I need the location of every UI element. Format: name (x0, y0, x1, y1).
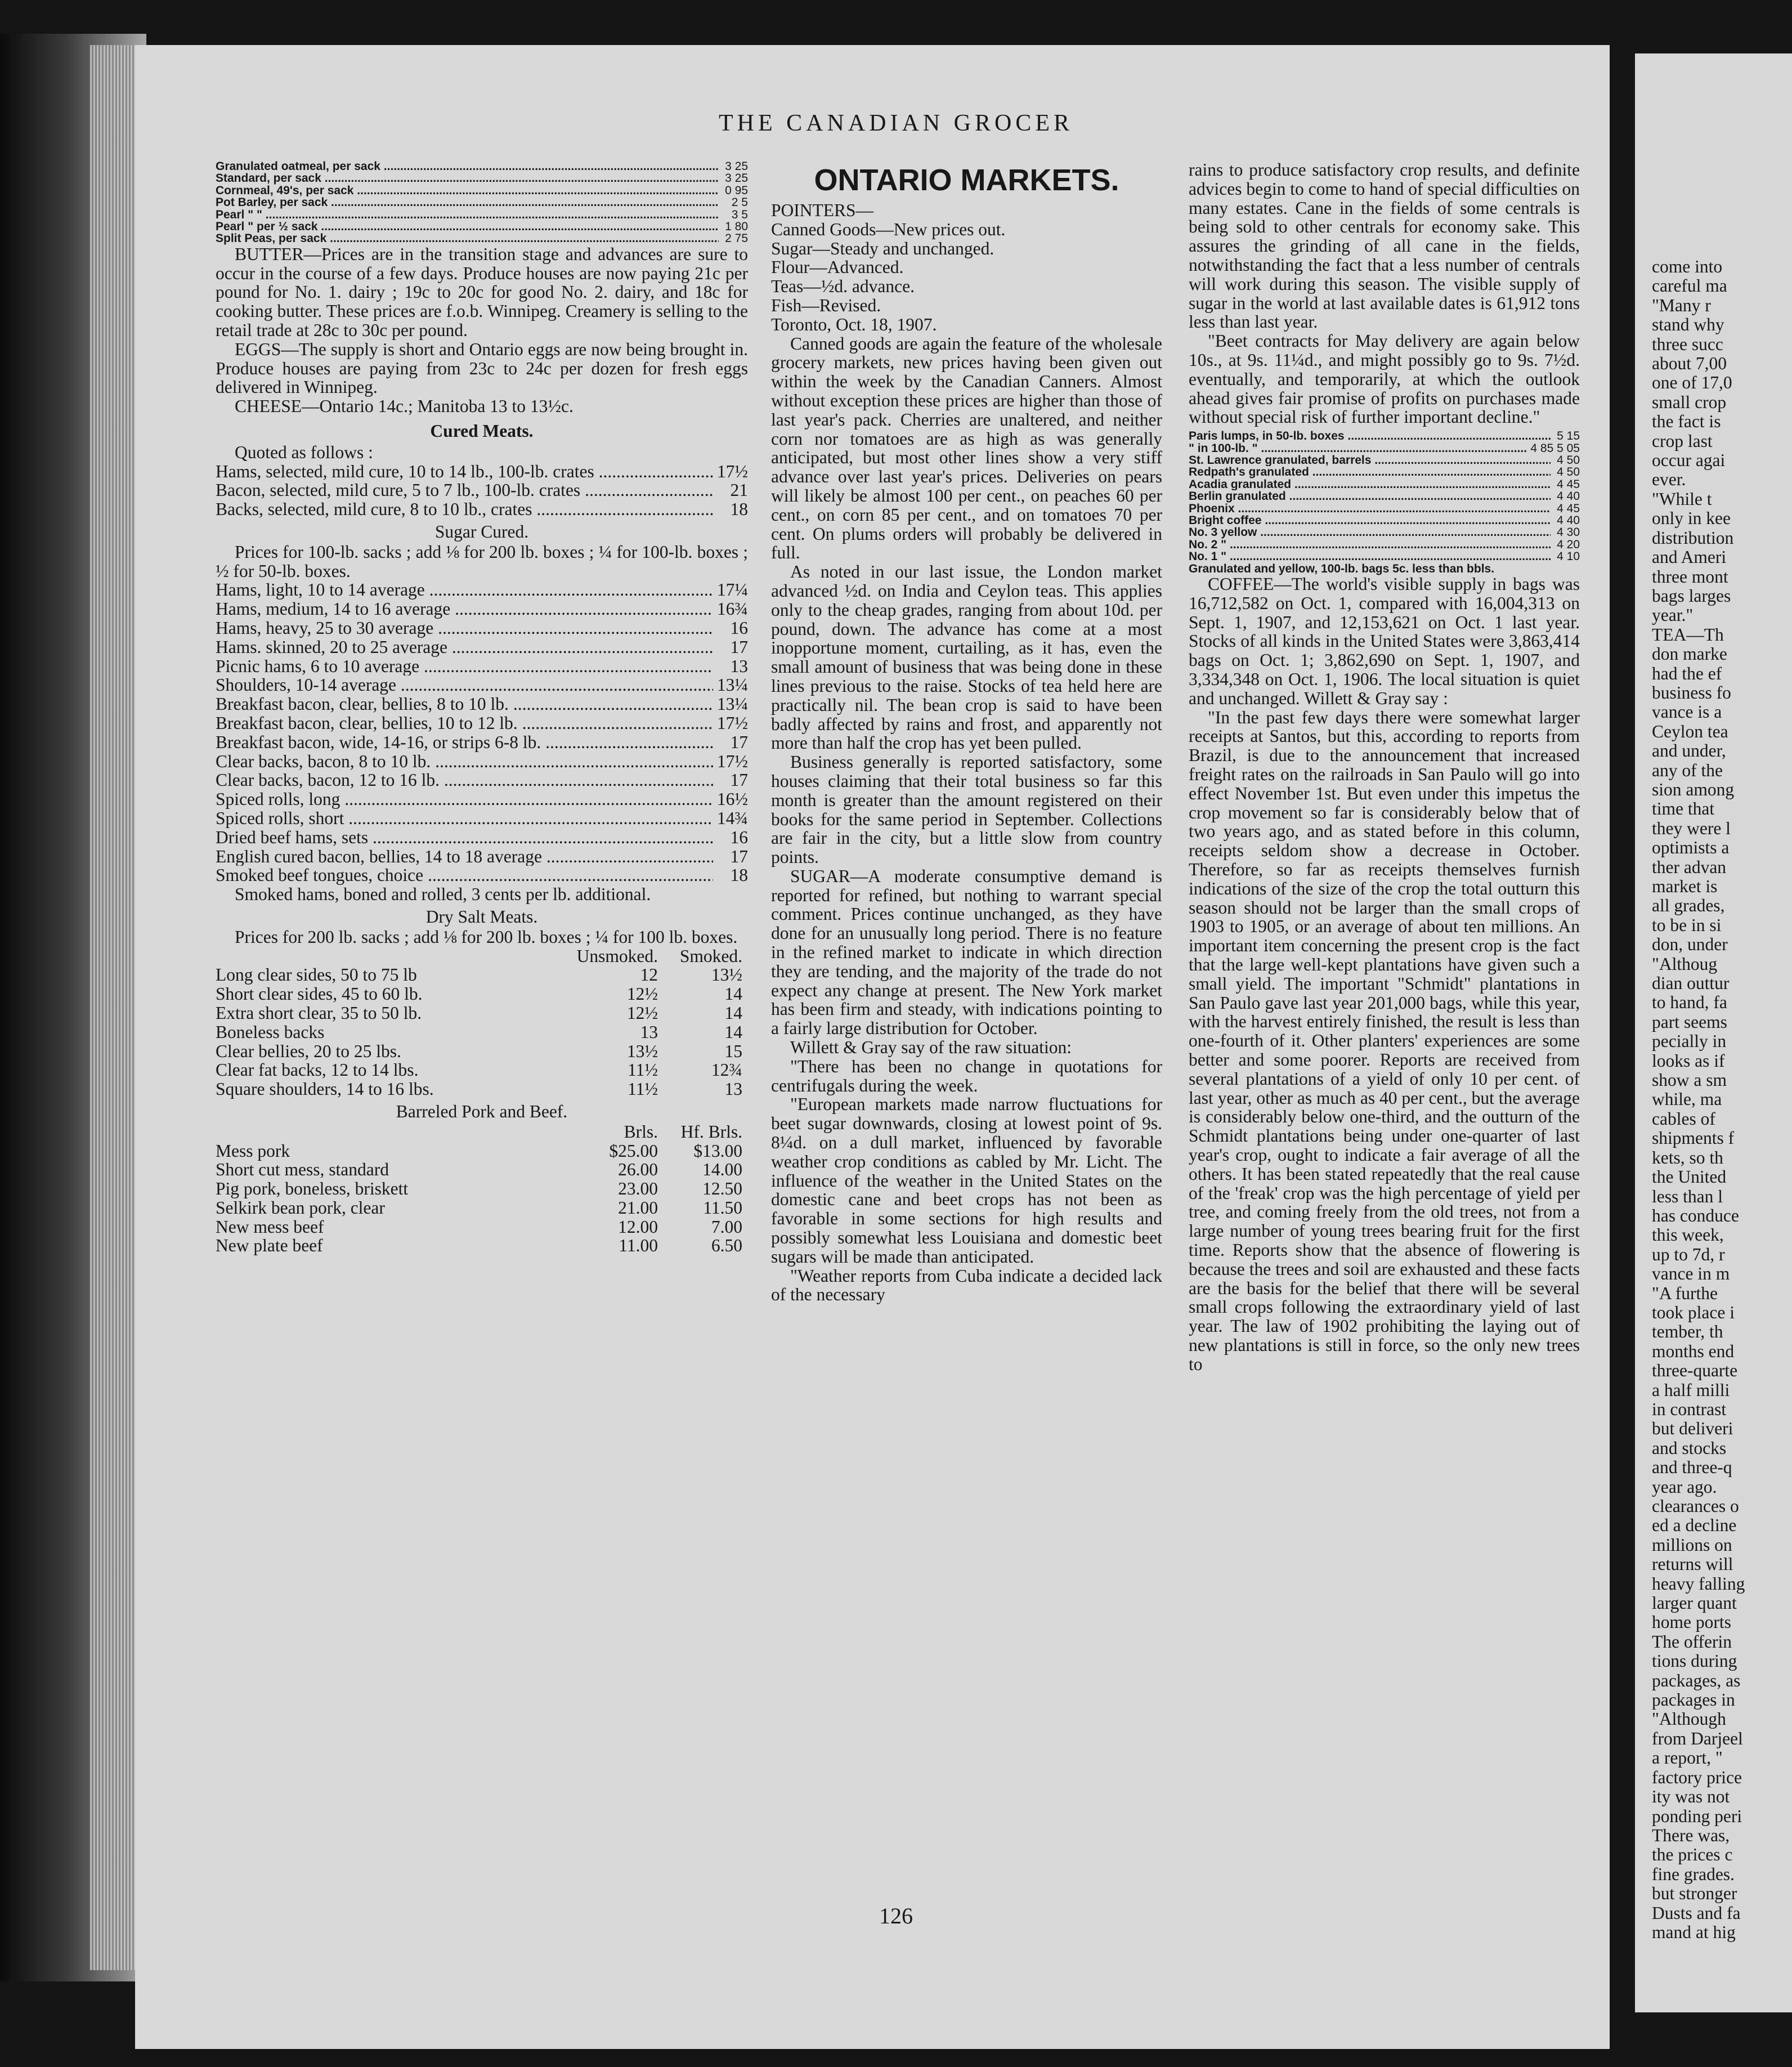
sugar-cured-item-label: Breakfast bacon, clear, bellies, 10 to 12 lb. ..... (216, 714, 713, 733)
sugar-item (1189, 478, 1580, 490)
facing-page-line: tions during (1652, 1651, 1737, 1671)
sugar-item-label: Paris lumps, in 50-lb. boxes ..... (1189, 430, 1551, 442)
facing-page-line: returns will (1652, 1554, 1733, 1574)
sugar-cured-item-label: Dried beef hams, sets ..... (216, 828, 713, 847)
sugar-cured-item-label: Hams, light, 10 to 14 average ..... (216, 580, 713, 599)
facing-page-line: only in kee (1652, 508, 1731, 529)
facing-page-line: the United (1652, 1167, 1727, 1187)
facing-page-line: and stocks (1652, 1438, 1727, 1458)
sugar-item-price: 4 85 5 05 (1530, 441, 1580, 455)
sugar-cured-item-price: 13 (730, 656, 748, 676)
sugar-cured-item-label: Picnic hams, 6 to 10 average ..... (216, 657, 713, 676)
pork-row-hf: $13.00 (693, 1140, 742, 1161)
flour-item (216, 209, 748, 221)
dry-salt-row-label: Boneless backs (216, 1022, 325, 1042)
sugar-cured-item (216, 638, 748, 657)
sugar-item-price: 4 40 (1557, 490, 1580, 503)
facing-page-line: packages, as (1652, 1670, 1741, 1690)
sugar-cured-item-label: Smoked beef tongues, choice ..... (216, 866, 713, 885)
facing-page-line: careful ma (1652, 276, 1727, 296)
sugar-cured-item (216, 733, 748, 752)
flour-item (216, 221, 748, 232)
sugar-cured-item-label: English cured bacon, bellies, 14 to 18 average ..... (216, 847, 713, 866)
facing-page-line: factory price (1652, 1767, 1742, 1787)
sugar-cured-item-price: 17 (730, 637, 748, 657)
flour-item (216, 232, 748, 244)
sugar-cured-list (216, 580, 748, 885)
facing-page-line: don marke (1652, 644, 1727, 664)
sugar-cured-item (216, 752, 748, 771)
sugar-cured-item-label: Hams, medium, 14 to 16 average ..... (216, 599, 713, 619)
col-header-smoked: Smoked. (679, 946, 742, 966)
dry-salt-row-label: Clear fat backs, 12 to 14 lbs. (216, 1060, 419, 1080)
sugar-item (1189, 514, 1580, 526)
pointer-item: Teas—½d. advance. (771, 276, 915, 297)
flour-item (216, 160, 748, 172)
facing-page-line: heavy falling (1652, 1573, 1745, 1594)
pork-row-label: Selkirk bean pork, clear (216, 1197, 385, 1218)
cured-item-price: 21 (730, 480, 748, 500)
sugar-cured-item-price: 13¼ (716, 694, 748, 714)
sugar-item (1189, 539, 1580, 551)
sugar-price-list (1189, 430, 1580, 562)
paragraph: Business generally is reported satisfactory, some houses claiming that their total business so far this month is greater than the amount registered on their books for the same period in September. Collections are fair in the city, but a little slow from country points. (771, 752, 1162, 867)
cured-item (216, 500, 748, 519)
facing-page-line: ed a decline (1652, 1515, 1737, 1536)
facing-page-line: took place i (1652, 1302, 1735, 1322)
facing-page-line: but stronger (1652, 1883, 1737, 1904)
paragraph: rains to produce satisfactory crop results, and definite advices begin to come to hand of special difficulties on many estates. Cane in the fields of some centrals is being sold to other centrals for economy sake. This assures the grinding of all cane in the fields, notwithstanding the fact that a less number of centrals will work during this season. The visible supply of sugar in the world at last available dates is 61,912 tons less than last year. (1189, 160, 1580, 332)
flour-price-list (216, 160, 748, 245)
dry-salt-row-smoked: 14 (724, 1003, 742, 1023)
pork-row-brls: 26.00 (618, 1160, 658, 1180)
sugar-cured-item (216, 675, 748, 695)
flour-item-price: 3 5 (731, 208, 748, 221)
cured-item (216, 462, 748, 481)
sugar-cured-item-label: Clear backs, bacon, 8 to 10 lb. ..... (216, 752, 713, 771)
sugar-cured-item-label: Hams, heavy, 25 to 30 average ..... (216, 619, 713, 638)
dry-salt-row-label: Extra short clear, 35 to 50 lb. (216, 1003, 422, 1023)
facing-page-line: to be in si (1652, 915, 1722, 935)
cured-meats-list (216, 462, 748, 519)
facing-page-line: months end (1652, 1341, 1735, 1361)
flour-item-price: 2 75 (725, 232, 748, 245)
dry-salt-row-smoked: 15 (724, 1041, 742, 1061)
sugar-cured-item-price: 18 (730, 865, 748, 885)
facing-page-line: Dusts and fa (1652, 1903, 1741, 1923)
facing-page-line: year." (1652, 605, 1694, 625)
dry-salt-row-label: Clear bellies, 20 to 25 lbs. (216, 1041, 401, 1061)
sugar-cured-item-price: 17½ (716, 751, 748, 771)
sugar-cured-heading: Sugar Cured. (434, 522, 529, 542)
col-header-hf-brls: Hf. Brls. (680, 1121, 742, 1142)
pointers-heading: POINTERS— (771, 200, 874, 220)
facing-page-line: three succ (1652, 334, 1723, 354)
dry-salt-row-unsmoked: 13 (640, 1022, 658, 1042)
cheese-paragraph: CHEESE—Ontario 14c.; Manitoba 13 to 13½c. (235, 396, 574, 417)
facing-page-line: looks as if (1652, 1050, 1725, 1071)
facing-page-line: don, under (1652, 934, 1728, 955)
facing-page-line: this week, (1652, 1225, 1724, 1245)
facing-page-line: cables of (1652, 1108, 1715, 1129)
cured-item (216, 481, 748, 500)
pork-row-label: Mess pork (216, 1140, 290, 1161)
flour-item-label: Pot Barley, per sack ..... (216, 196, 719, 208)
paragraph: Willett & Gray say of the raw situation: (790, 1037, 1072, 1058)
sugar-item (1189, 490, 1580, 502)
flour-item-label: Cornmeal, 49's, per sack ..... (216, 185, 719, 196)
facing-page-line: in contrast (1652, 1399, 1727, 1419)
flour-item (216, 196, 748, 208)
page-header: THE CANADIAN GROCER (719, 110, 1073, 136)
facing-page-line: business fo (1652, 682, 1731, 703)
facing-page-line: vance is a (1652, 702, 1722, 722)
cured-item-label: Bacon, selected, mild cure, 5 to 7 lb., 100-lb. crates ..... (216, 481, 713, 500)
pork-row-hf: 6.50 (711, 1236, 742, 1256)
sugar-item-price: 4 10 (1557, 550, 1580, 563)
sugar-cured-item-price: 17½ (716, 713, 748, 733)
facing-page-line: occur agai (1652, 450, 1726, 471)
facing-page-line: TEA—Th (1652, 624, 1724, 645)
flour-item-price: 2 5 (731, 196, 748, 209)
facing-page-line: There was, (1652, 1825, 1730, 1845)
sugar-cured-item (216, 847, 748, 866)
cured-item-label: Hams, selected, mild cure, 10 to 14 lb., 100-lb. crates ..... (216, 462, 713, 481)
facing-page-line: while, ma (1652, 1089, 1722, 1109)
facing-page-line: a report, " (1652, 1748, 1723, 1768)
cured-item-price: 17½ (716, 461, 748, 481)
sugar-cured-item-label: Spiced rolls, long ..... (216, 790, 713, 809)
facing-page-line: ponding peri (1652, 1806, 1742, 1826)
flour-item-label: Pearl " per ½ sack ..... (216, 221, 719, 232)
flour-item-label: Pearl " " ..... (216, 209, 719, 221)
facing-page-line: small crop (1652, 392, 1727, 412)
pork-row-label: Pig pork, boneless, briskett (216, 1179, 409, 1199)
barreled-pork-heading: Barreled Pork and Beef. (396, 1101, 568, 1121)
eggs-paragraph: EGGS—The supply is short and Ontario eggs are now being brought in. Produce houses are paying from 23c to 24c per dozen for fresh eggs delivered in Winnipeg. (216, 339, 748, 397)
facing-page-line: ther advan (1652, 857, 1727, 877)
sugar-cured-item (216, 828, 748, 847)
sugar-cured-item-price: 17 (730, 770, 748, 790)
sugar-cured-item (216, 714, 748, 733)
facing-page-line: year ago. (1652, 1477, 1717, 1497)
facing-page-line: "A furthe (1652, 1283, 1718, 1303)
sugar-cured-note: Prices for 100-lb. sacks ; add ⅛ for 200 lb. boxes ; ¼ for 100-lb. boxes ; ½ for 50-lb. boxes. (216, 542, 748, 581)
facing-page-line: three mont (1652, 566, 1728, 587)
sugar-item-label: No. 2 " ..... (1189, 539, 1551, 551)
paragraph: "In the past few days there were somewhat larger receipts at Santos, but this, according to reports from Brazil, is due to the announcement that increased freight rates on the railroads in San Paulo will go into effect November 1st. But even under this impetus the crop movement so far is considerably below that of two years ago, and as stated before in this column, receipts seldom show a decrease in October. Therefore, so far as receipts themselves furnish indications of the size of the crop the total outturn this season should not be larger than the small crops of 1903 to 1905, or an average of about ten millions. An important item concerning the present crop is the fact that the large well-kept plantations have given such a small yield. The important "Schmidt" plantations in San Paulo gave last year 201,000 bags, while this year, with the harvest entirely finished, the result is less than one-fourth of it. Other planters' experiences are some better and some poorer. Reports are received from several plantations of a yield of only 10 per cent. of last year, other as much as 40 per cent., but the average is considerably below one-third, and the outturn of the Schmidt plantations being under one-quarter of last year's crop, ought to indicate a fair average of all the others. It has been stated repeatedly that the real cause of the 'freak' crop was the high percentage of yield per tree, and coming freely from the old trees, not from a large number of young trees bearing fruit for the first time. Reports show that the absence of flowering is because the trees and soil are exhausted and these facts are the basis for the belief that there will be several small crops following the extraordinary yield of last year. The law of 1902 prohibiting the laying out of new plantations is still in force, so the only new trees to (1189, 707, 1580, 1374)
paragraph: "European markets made narrow fluctuations for beet sugar downwards, closing at lowest point of 9s. 8¼d. on a dull market, influenced by favorable weather crop conditions as cabled by Mr. Licht. The influence of the weather in the United States on the domestic cane and beet crops has not been as favorable in some sections for high results and possibly somewhat less Louisiana and domestic beet sugars will be made than anticipated. (771, 1094, 1162, 1267)
column-2 (771, 160, 1162, 1304)
sugar-item-label: " in 100-lb. " ..... (1189, 442, 1527, 454)
pointer-item: Fish—Revised. (771, 295, 881, 315)
facing-page-line: the prices c (1652, 1845, 1733, 1865)
facing-page-line: bags larges (1652, 585, 1731, 606)
dry-salt-row-unsmoked: 11½ (628, 1060, 658, 1080)
dry-salt-row-smoked: 13 (724, 1079, 742, 1099)
facing-page-line: fine grades. (1652, 1864, 1735, 1884)
sugar-item-label: No. 1 " ..... (1189, 551, 1551, 562)
flour-item-price: 0 95 (725, 184, 748, 197)
sugar-item-price: 4 45 (1557, 477, 1580, 491)
col-header-brls: Brls. (624, 1121, 658, 1142)
sugar-cured-item-label: Breakfast bacon, wide, 14-16, or strips 6-8 lb. ..... (216, 733, 713, 752)
sugar-cured-item-label: Spiced rolls, short ..... (216, 809, 713, 828)
column-1 (216, 160, 748, 1255)
facing-page-line: ever. (1652, 469, 1686, 490)
sugar-cured-item (216, 866, 748, 885)
pork-row-brls: 23.00 (618, 1179, 658, 1199)
facing-page-line: "Althoug (1652, 954, 1718, 974)
facing-page-line: time that (1652, 799, 1715, 819)
facing-page-line: mand at hig (1652, 1922, 1736, 1942)
facing-page-line: "Although (1652, 1709, 1726, 1729)
sugar-item-label: No. 3 yellow ..... (1189, 526, 1551, 538)
cured-meats-heading: Cured Meats. (430, 421, 534, 441)
pork-row-brls: 12.00 (618, 1216, 658, 1237)
flour-item (216, 185, 748, 196)
facing-page-line: less than l (1652, 1186, 1723, 1206)
flour-item-price: 3 25 (725, 160, 748, 173)
sugar-cured-item-label: Shoulders, 10-14 average ..... (216, 675, 713, 695)
flour-item-label: Granulated oatmeal, per sack ..... (216, 160, 719, 172)
facing-page-line: kets, so th (1652, 1147, 1723, 1167)
pointer-item: Canned Goods—New prices out. (771, 219, 1006, 239)
smoked-note: Smoked hams, boned and rolled, 3 cents per lb. additional. (235, 884, 651, 905)
pork-row-label: Short cut mess, standard (216, 1160, 389, 1180)
cured-item-price: 18 (730, 499, 748, 520)
dry-salt-table (216, 947, 748, 1099)
dry-salt-row-smoked: 14 (724, 1022, 742, 1042)
sugar-cured-item-price: 17 (730, 732, 748, 752)
cured-item-label: Backs, selected, mild cure, 8 to 10 lb., crates ..... (216, 500, 713, 519)
sugar-cured-item (216, 771, 748, 790)
pointers-list (771, 220, 1162, 315)
sugar-item-label: Phoenix ..... (1189, 503, 1551, 514)
sugar-cured-item (216, 657, 748, 676)
facing-page-line: they were l (1652, 818, 1731, 838)
dry-salt-row-unsmoked: 12½ (626, 1003, 658, 1023)
dry-salt-note: Prices for 200 lb. sacks ; add ⅛ for 200 lb. boxes ; ¼ for 100 lb. boxes. (235, 927, 738, 947)
sugar-cured-item-price: 17¼ (716, 580, 748, 600)
facing-page-line: one of 17,0 (1652, 373, 1732, 393)
paragraph: "Weather reports from Cuba indicate a decided lack of the necessary (771, 1265, 1162, 1305)
facing-page-line: home ports (1652, 1612, 1731, 1632)
section-title: ONTARIO MARKETS. (814, 163, 1119, 197)
facing-page-line: larger quant (1652, 1593, 1737, 1613)
sugar-cured-item (216, 809, 748, 828)
dry-salt-row-label: Short clear sides, 45 to 60 lb. (216, 984, 423, 1004)
flour-item-price: 1 80 (725, 220, 748, 234)
facing-page-line: the fact is (1652, 411, 1721, 432)
facing-page-line: "While t (1652, 489, 1712, 509)
sugar-cured-item-price: 16 (730, 827, 748, 847)
dry-salt-row-smoked: 13½ (711, 965, 742, 985)
facing-page-line: about 7,00 (1652, 354, 1727, 374)
dry-salt-heading: Dry Salt Meats. (425, 906, 538, 927)
quoted-note: Quoted as follows : (235, 442, 373, 462)
sugar-item-label: Bright coffee ..... (1189, 514, 1551, 526)
paragraph: "Beet contracts for May delivery are again below 10s., at 9s. 11¼d., and might possibly go to 9s. 7½d. eventually, and temporarily, at which the outlook ahead gives fair promise of profits on purchases made without special risk of further important decline." (1189, 331, 1580, 427)
facing-page-line: and under, (1652, 741, 1726, 761)
pointer-item: Flour—Advanced. (771, 257, 904, 278)
sugar-item-price: 4 20 (1557, 538, 1580, 551)
sugar-item (1189, 503, 1580, 514)
pork-row-label: New mess beef (216, 1216, 324, 1237)
facing-page-line: shipments f (1652, 1128, 1735, 1148)
dry-salt-row-unsmoked: 12 (640, 965, 658, 985)
pork-row-label: New plate beef (216, 1236, 323, 1256)
col-header-unsmoked: Unsmoked. (576, 946, 658, 966)
facing-page-line: come into (1652, 257, 1723, 276)
pork-row-hf: 12.50 (702, 1179, 742, 1199)
butter-paragraph: BUTTER—Prices are in the transition stage and advances are sure to occur in the course of a few days. Produce houses are now paying 21c per pound for No. 1. dairy ; 19c to 20c for good No. 2. dairy, and 18c for cooking butter. These prices are f.o.b. Winnipeg. Creamery is selling to the retail trade at 28c to 30c per pound. (216, 244, 748, 341)
facing-page-line: any of the (1652, 760, 1723, 780)
facing-page-line: "Many r (1652, 295, 1711, 315)
pork-row-hf: 11.50 (703, 1197, 742, 1218)
facing-page-line: packages in (1652, 1690, 1735, 1710)
sugar-item (1189, 454, 1580, 466)
sugar-cured-item-price: 16½ (716, 789, 748, 809)
facing-page-line: all grades, (1652, 896, 1725, 916)
facing-page-line: show a sm (1652, 1070, 1727, 1090)
facing-page-line: optimists a (1652, 838, 1730, 858)
facing-page-text (1652, 257, 1792, 1942)
dry-salt-row-unsmoked: 13½ (626, 1041, 658, 1061)
sugar-item-price: 4 45 (1557, 502, 1580, 515)
pointer-item: Sugar—Steady and unchanged. (771, 238, 994, 258)
dry-salt-row-label: Square shoulders, 14 to 16 lbs. (216, 1079, 434, 1099)
facing-page-line: part seems (1652, 1012, 1727, 1032)
facing-page-line: dian outtur (1652, 973, 1730, 994)
facing-page-line: and Ameri (1652, 547, 1727, 567)
pork-row-brls: 11.00 (619, 1236, 658, 1256)
sugar-cured-item-price: 13¼ (716, 675, 748, 695)
sugar-item (1189, 430, 1580, 442)
pork-row-hf: 14.00 (702, 1160, 742, 1180)
sugar-item-price: 4 50 (1557, 466, 1580, 479)
sugar-cured-item-label: Clear backs, bacon, 12 to 16 lb. ..... (216, 771, 713, 790)
facing-page-line: but deliveri (1652, 1419, 1733, 1439)
page-number: 126 (879, 1903, 913, 1929)
dry-salt-row-label: Long clear sides, 50 to 75 lb (216, 965, 417, 985)
facing-page-line: three-quarte (1652, 1361, 1738, 1381)
facing-page-line: Ceylon tea (1652, 721, 1728, 741)
sugar-item (1189, 551, 1580, 562)
facing-page-line: to hand, fa (1652, 992, 1727, 1013)
sugar-item-label: Acadia granulated ..... (1189, 478, 1551, 490)
dry-salt-row-unsmoked: 11½ (628, 1079, 658, 1099)
sugar-note: Granulated and yellow, 100-lb. bags 5c. less than bbls. (1189, 562, 1495, 575)
sugar-item (1189, 442, 1580, 454)
sugar-cured-item-price: 16 (730, 618, 748, 638)
facing-page (1635, 53, 1792, 2012)
facing-page-line: The offerin (1652, 1631, 1732, 1652)
facing-page-line: pecially in (1652, 1031, 1727, 1052)
sugar-cured-item-label: Breakfast bacon, clear, bellies, 8 to 10 lb. ..... (216, 695, 713, 714)
flour-item (216, 172, 748, 184)
facing-page-line: sion among (1652, 779, 1735, 799)
pork-row-hf: 7.00 (711, 1216, 742, 1237)
facing-page-line: up to 7d, r (1652, 1244, 1725, 1264)
dry-salt-row-smoked: 12¾ (711, 1060, 742, 1080)
dry-salt-row-unsmoked: 12½ (626, 984, 658, 1004)
sugar-cured-item (216, 619, 748, 638)
sugar-cured-item (216, 695, 748, 714)
facing-page-line: from Darjeel (1652, 1728, 1743, 1748)
pork-row-brls: $25.00 (609, 1140, 658, 1161)
sugar-item-label: Berlin granulated ..... (1189, 490, 1551, 502)
dry-salt-row-smoked: 14 (724, 984, 742, 1004)
paragraph: Canned goods are again the feature of the wholesale grocery markets, new prices having been given out within the week by the Canadian Canners. Almost without exception these prices are higher than those of last year's pack. Cherries are unaltered, and neither corn nor tomatoes are as high as was generally anticipated, but most other lines show a very stiff advance over last year's prices. Deliveries on pears will likely be almost 100 per cent., on peaches 60 per cent., on corn 85 per cent., and on tomatoes 70 per cent. On plums orders will probably be delivered in full. (771, 333, 1162, 563)
sugar-cured-item-price: 17 (730, 846, 748, 866)
facing-page-line: ity was not (1652, 1787, 1730, 1807)
paragraph: As noted in our last issue, the London market advanced ½d. on India and Ceylon teas. This applies only to the cheap grades, ranging from about 10d. per pound, down. The advance has come at a most inopportune moment, curtailing, as it has, even the small amount of business that was being done in these lines previous to the raise. Stocks of tea held here are practically nil. The bean crop is said to have been badly affected by rains and frost, and apparently not more than half the crop has yet been pulled. (771, 562, 1162, 753)
sugar-cured-item-price: 14¾ (716, 808, 748, 828)
flour-item-label: Standard, per sack ..... (216, 172, 719, 184)
sugar-item-label: St. Lawrence granulated, barrels ..... (1189, 454, 1551, 466)
flour-item-price: 3 25 (725, 172, 748, 185)
paragraph: "There has been no change in quotations for centrifugals during the week. (771, 1056, 1162, 1095)
sugar-cured-item (216, 599, 748, 619)
facing-page-line: and three-q (1652, 1457, 1732, 1478)
facing-page-line: distribution (1652, 527, 1734, 548)
facing-page-line: a half milli (1652, 1380, 1730, 1400)
sugar-item-price: 5 15 (1557, 429, 1580, 443)
facing-page-line: market is (1652, 876, 1718, 896)
facing-page-line: millions on (1652, 1534, 1732, 1555)
column-3 (1189, 160, 1580, 1374)
sugar-item-label: Redpath's granulated ..... (1189, 466, 1551, 478)
sugar-item-price: 4 40 (1557, 514, 1580, 527)
sugar-cured-item-price: 16¾ (716, 599, 748, 619)
sugar-item-price: 4 30 (1557, 526, 1580, 539)
sugar-cured-item-label: Hams. skinned, 20 to 25 average ..... (216, 638, 713, 657)
facing-page-line: clearances o (1652, 1496, 1739, 1516)
sugar-item-price: 4 50 (1557, 453, 1580, 467)
paragraph: COFFEE—The world's visible supply in bags was 16,712,582 on Oct. 1, compared with 16,004,313 on Sept. 1, 1907, and 12,153,621 on Oct. 1 last year. Stocks of all kinds in the United States were 3,863,414 bags on Oct. 1; 3,862,690 on Sept. 1, 1907, and 3,334,348 on Oct. 1, 1906. The local situation is quiet and unchanged. Willett & Gray say : (1189, 574, 1580, 708)
flour-item-label: Split Peas, per sack ..... (216, 232, 719, 244)
barreled-pork-table (216, 1122, 748, 1256)
sugar-cured-item (216, 580, 748, 599)
sugar-cured-item (216, 790, 748, 809)
facing-page-line: vance in m (1652, 1264, 1730, 1284)
paragraph: SUGAR—A moderate consumptive demand is reported for refined, but nothing to warrant special comment. Prices continue unchanged, as they have done for an unusually long period. There is no feature in the refined market to indicate in which direction they are tending, and the majority of the trade do not expect any change at present. The New York market has been firm and steady, with indications pointing to a fairly large distribution for October. (771, 866, 1162, 1039)
facing-page-line: had the ef (1652, 663, 1722, 683)
sugar-item (1189, 526, 1580, 538)
facing-page-line: stand why (1652, 315, 1724, 335)
pork-row-brls: 21.00 (618, 1197, 658, 1218)
facing-page-line: crop last (1652, 431, 1713, 451)
facing-page-line: tember, th (1652, 1322, 1723, 1342)
facing-page-line: has conduce (1652, 1205, 1739, 1225)
sugar-item (1189, 466, 1580, 478)
dateline: Toronto, Oct. 18, 1907. (771, 314, 937, 334)
